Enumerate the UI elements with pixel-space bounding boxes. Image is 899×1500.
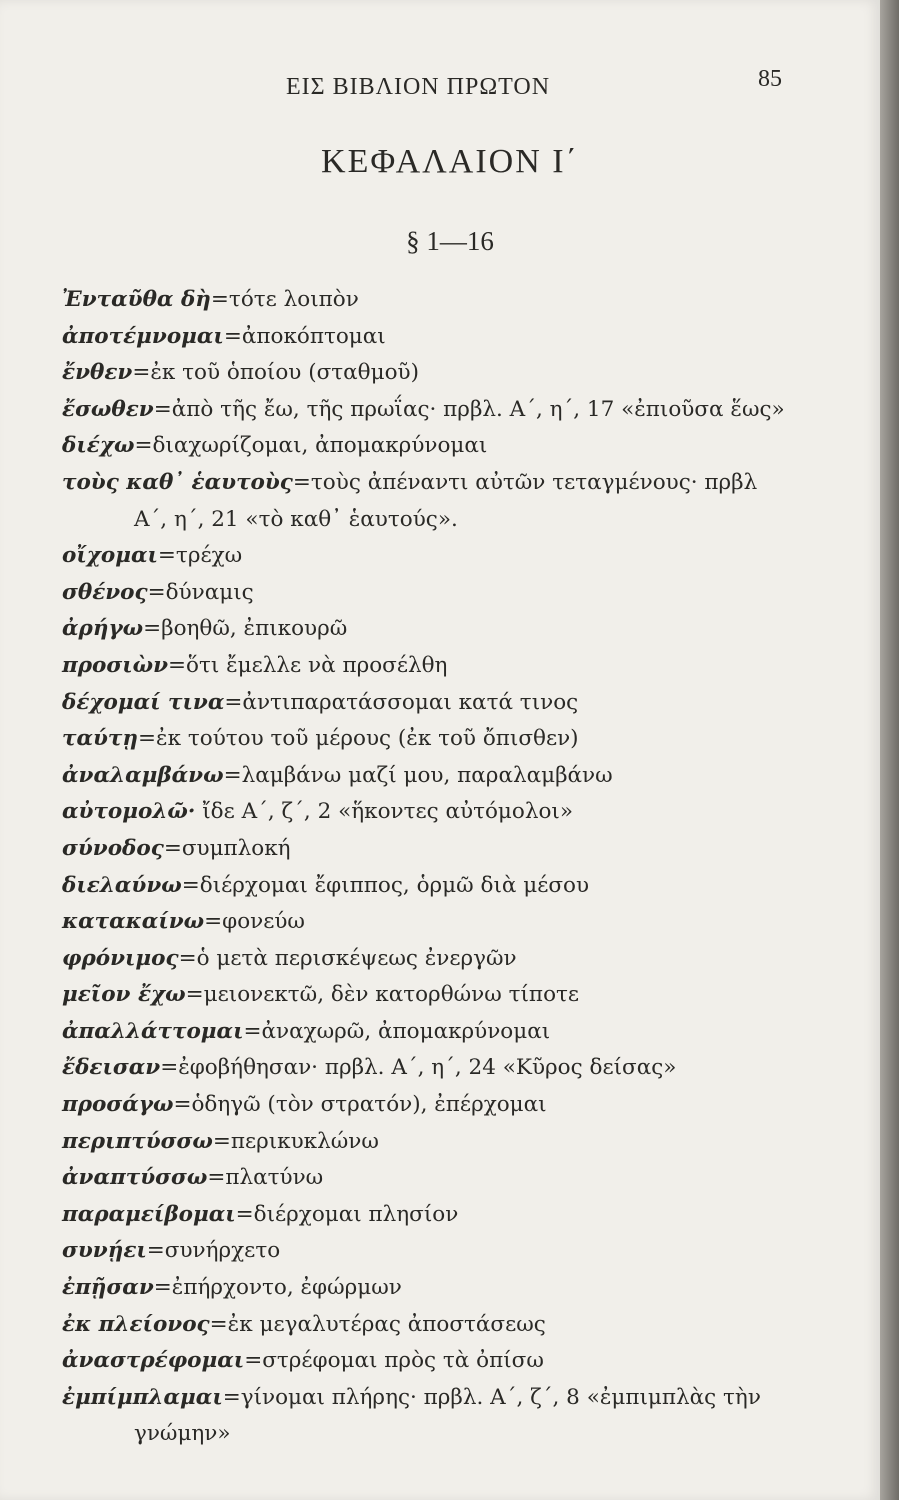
glossary-entry [62,1124,822,1161]
entry-continuation: γνώμην» [134,1421,231,1447]
glossary-list [62,282,822,1453]
glossary-entry [62,1160,822,1197]
entry-definition: =ὅτι ἔμελλε νὰ προσέλθη [168,652,448,678]
entry-definition: =συνήρχετο [146,1238,281,1264]
entry-term: ἀρήγω [62,616,144,642]
entry-term: παραμείβομαι [62,1201,236,1227]
entry-term: σθένος [62,579,148,605]
entry-term: προσιὼν [62,652,169,678]
glossary-entry [62,1197,822,1234]
entry-definition: =λαμβάνω μαζί μου, παραλαμβάνω [223,762,613,788]
entry-definition: =στρέφομαι πρὸς τὰ ὀπίσω [244,1348,544,1374]
entry-definition: =διέρχομαι πλησίον [235,1201,459,1227]
glossary-entry [62,721,822,758]
entry-term: ἀποτέμνομαι [62,323,224,349]
glossary-entry [62,611,822,648]
glossary-entry [62,465,822,538]
entry-definition: =ἐκ μεγαλυτέρας ἀποστάσεως [209,1311,546,1337]
entry-definition: =ἀντιπαρατάσσομαι κατά τινος [224,689,579,715]
entry-term: ἀπαλλάττομαι [62,1018,244,1044]
entry-term: φρόνιμος [62,945,179,971]
glossary-entry [62,904,822,941]
book-gutter [880,0,899,1500]
glossary-entry [62,648,822,685]
entry-definition: =ἐκ τούτου τοῦ μέρους (ἐκ τοῦ ὄπισθεν) [138,726,579,752]
glossary-entry [62,941,822,978]
entry-definition: =ἀναχωρῶ, ἀπομακρύνομαι [243,1018,551,1044]
glossary-entry [62,1270,822,1307]
entry-definition: =τρέχω [157,543,243,569]
entry-term: μεῖον ἔχω [62,982,186,1008]
entry-definition: =δύναμις [147,579,254,605]
entry-term: Ἐνταῦθα δὴ [62,287,211,312]
entry-term: ἔνθεν [62,360,133,386]
entry-term: ἔδεισαν [62,1055,161,1081]
glossary-entry [62,977,822,1014]
entry-term: προσάγω [62,1092,174,1118]
entry-term: ἀναστρέφομαι [62,1348,245,1374]
entry-definition: ἴδε Α΄, ζ΄, 2 «ἥκοντες αὐτόμολοι» [195,799,573,825]
entry-term: δέχομαί τινα [62,689,225,715]
entry-term: ἐκ πλείονος [62,1311,210,1337]
entry-definition: =γίνομαι πλήρης· πρβλ. Α΄, ζ΄, 8 «ἐμπιμπλὰς τὴν [222,1384,761,1410]
entry-definition: =πλατύνω [207,1165,324,1191]
glossary-entry [62,831,822,868]
glossary-entry [62,392,822,429]
entry-term: συνῄει [62,1238,147,1264]
glossary-entry [62,758,822,795]
entry-definition: =ἀποκόπτομαι [223,323,386,349]
glossary-entry [62,1014,822,1051]
entry-definition: =ἐπήρχοντο, ἐφώρμων [153,1275,402,1301]
entry-term: οἴχομαι [62,543,158,569]
running-head: ΕΙΣ ΒΙΒΛΙΟΝ ΠΡΩΤΟΝ [285,74,551,100]
chapter-title: ΚΕΦΑΛΑΙΟΝ Ι΄ [321,143,579,180]
entry-definition: =περικυκλώνω [212,1128,379,1154]
entry-definition: =ἐφοβήθησαν· πρβλ. Α΄, η΄, 24 «Κῦρος δείσας» [160,1055,677,1081]
entry-definition: =ἐκ τοῦ ὁποίου (σταθμοῦ) [132,360,419,386]
entry-definition: =ἀπὸ τῆς ἔω, τῆς πρωΐας· πρβλ. Α΄, η΄, 17 «ἐπιοῦσα ἕως» [153,396,785,422]
entry-definition: =φονεύω [204,909,305,935]
section-range: § 1—16 [406,226,494,256]
entry-term: αὐτομολῶ· [62,799,196,825]
glossary-entry [62,1380,822,1453]
entry-term: ἔσωθεν [62,396,154,422]
entry-term: διέχω [62,433,135,459]
glossary-entry [62,868,822,905]
glossary-entry [62,1050,822,1087]
page-number: 85 [758,66,782,92]
entry-term: ἐμπίμπλαμαι [62,1384,223,1410]
entry-continuation: Α΄, η΄, 21 «τὸ καθ᾽ ἑαυτούς». [134,506,458,532]
glossary-entry [62,282,822,319]
entry-definition: =τοὺς ἀπέναντι αὐτῶν τεταγμένους· πρβλ [292,469,758,495]
glossary-entry [62,355,822,392]
entry-definition: =τότε λοιπὸν [210,287,359,312]
glossary-entry [62,1087,822,1124]
entry-definition: =συμπλοκή [163,835,291,861]
glossary-entry [62,428,822,465]
glossary-entry [62,1233,822,1270]
entry-term: περιπτύσσω [62,1128,213,1154]
glossary-entry [62,794,822,831]
entry-definition: =μειονεκτῶ, δὲν κατορθώνω τίποτε [185,982,580,1008]
glossary-entry [62,538,822,575]
glossary-entry [62,319,822,356]
glossary-entry [62,1307,822,1344]
entry-term: σύνοδος [62,835,164,861]
entry-term: κατακαίνω [62,909,205,935]
entry-definition: =διέρχομαι ἔφιππος, ὁρμῶ διὰ μέσου [181,872,590,898]
entry-term: ἀναπτύσσω [62,1165,208,1191]
entry-definition: =ὁδηγῶ (τὸν στρατόν), ἐπέρχομαι [173,1092,547,1118]
entry-term: ταύτῃ [62,726,139,752]
entry-definition: =βοηθῶ, ἐπικουρῶ [143,616,348,642]
entry-term: διελαύνω [62,872,182,898]
entry-term: ἀναλαμβάνω [62,762,224,788]
entry-term: ἐπῇσαν [62,1275,154,1301]
entry-term: τοὺς καθ᾽ ἑαυτοὺς [62,469,293,495]
entry-definition: =ὁ μετὰ περισκέψεως ἐνεργῶν [178,945,517,971]
entry-definition: =διαχωρίζομαι, ἀπομακρύνομαι [134,433,488,459]
glossary-entry [62,575,822,612]
glossary-entry [62,1343,822,1380]
glossary-entry [62,685,822,722]
